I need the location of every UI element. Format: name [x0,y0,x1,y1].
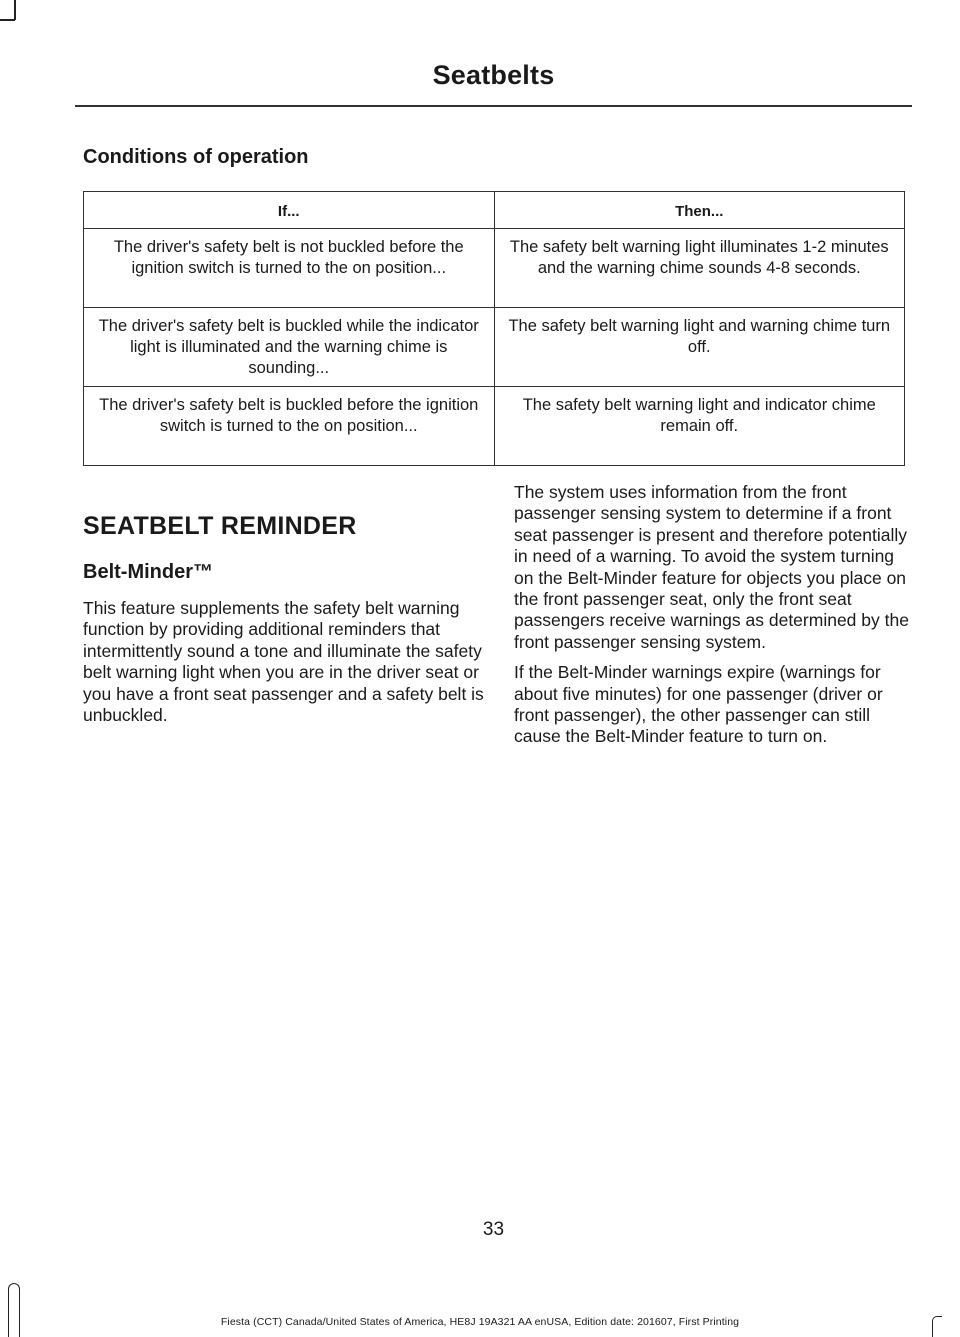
table-cell-if: The driver's safety belt is buckled before the ignition switch is turned to the on position... [84,387,495,466]
table-row [84,229,905,308]
left-column [83,512,488,735]
crop-mark-bottom-left [8,1283,20,1337]
passenger-sensing-paragraph: The system uses information from the front passenger sensing system to determine if a front seat passenger is present and therefore potentially in need of a warning. To avoid the system turning on the Belt-Minder feature for objects you place on the front passenger seat, only the front seat passengers receive warnings as determined by the front passenger sensing system. [514,482,909,652]
belt-minder-intro: This feature supplements the safety belt warning function by providing additional reminders that intermittently sound a tone and illuminate the safety belt warning light when you are in the driver seat or you have a front seat passenger and a safety belt is unbuckled. [83,598,484,726]
conditions-heading: Conditions of operation [83,146,309,168]
table-cell-then: The safety belt warning light illuminates 1-2 minutes and the warning chime sounds 4-8 seconds. [494,229,905,308]
table-cell-if: The driver's safety belt is buckled while the indicator light is illuminated and the warning chime is sounding... [84,308,495,387]
belt-minder-heading: Belt-Minder™ [83,561,213,583]
page-title: Seatbelts [432,60,555,90]
seatbelt-reminder-heading: SEATBELT REMINDER [83,512,357,540]
right-column [514,482,910,757]
table-row [84,308,905,387]
footer-edition-info: Fiesta (CCT) Canada/United States of America, HE8J 19A321 AA enUSA, Edition date: 201607, First Printing [220,1316,740,1328]
table-cell-then: The safety belt warning light and indicator chime remain off. [494,387,905,466]
crop-mark-top-left-horizontal [0,19,15,21]
warnings-expire-paragraph: If the Belt-Minder warnings expire (warnings for about five minutes) for one passenger (driver or front passenger), the other passenger can still cause the Belt-Minder feature to turn on. [514,662,883,747]
conditions-table [83,191,905,466]
table-cell-then: The safety belt warning light and warning chime turn off. [494,308,905,387]
crop-mark-top-left [14,0,16,20]
column-header-then: Then... [494,192,905,229]
table-header-row [84,192,905,229]
header-divider [75,105,912,107]
table-row [84,387,905,466]
table-cell-if: The driver's safety belt is not buckled before the ignition switch is turned to the on position... [84,229,495,308]
column-header-if: If... [84,192,495,229]
page-number: 33 [482,1219,505,1240]
